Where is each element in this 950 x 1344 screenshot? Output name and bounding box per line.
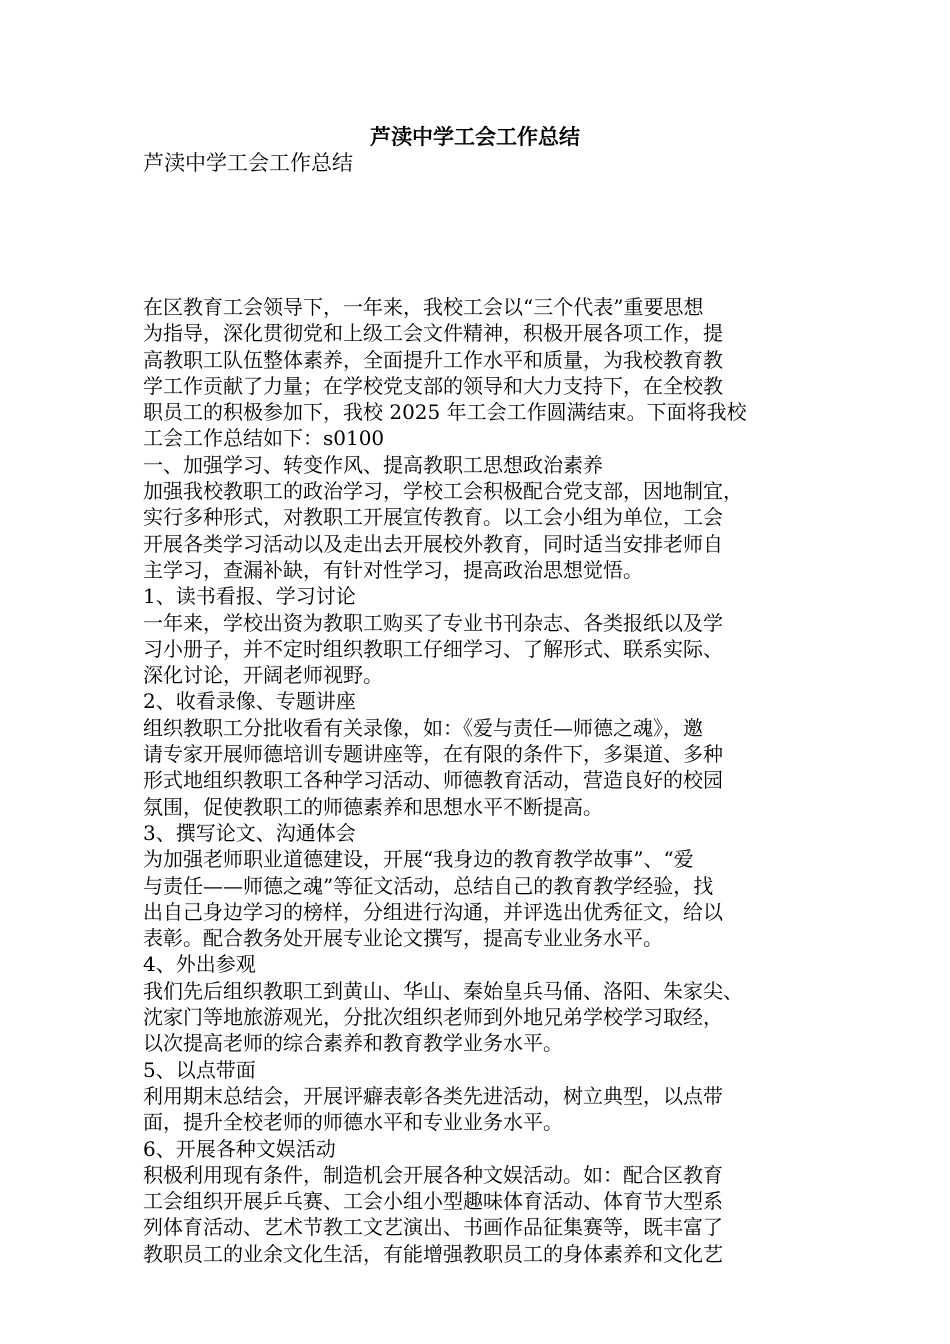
text-line: 工会组织开展乒乓赛、工会小组小型趣味体育活动、体育节大型系 — [143, 1189, 723, 1214]
text-line: 工会工作总结如下：s0100 — [143, 426, 385, 451]
text-line: 为指导，深化贯彻党和上级工会文件精神，积极开展各项工作，提 — [143, 321, 723, 346]
text-line: 教职员工的业余文化生活，有能增强教职员工的身体素养和文化艺 — [143, 1241, 723, 1266]
text-line: 以次提高老师的综合素养和教育教学业务水平。 — [143, 1031, 563, 1056]
text-line: 实行多种形式，对教职工开展宣传教育。以工会小组为单位，工会 — [143, 505, 723, 530]
text-line: 列体育活动、艺术节教工文艺演出、书画作品征集赛等，既丰富了 — [143, 1215, 723, 1240]
text-line: 为加强老师职业道德建设，开展“我身边的教育教学故事”、“爱 — [143, 847, 694, 872]
document-title: 芦渎中学工会工作总结 — [370, 125, 580, 149]
text-line: 主学习，查漏补缺，有针对性学习，提高政治思想觉悟。 — [143, 557, 643, 582]
text-line: 表彰。配合教务处开展专业论文撰写，提高专业业务水平。 — [143, 926, 663, 951]
text-line: 3、撰写论文、沟通体会 — [143, 820, 356, 845]
text-line: 习小册子，并不定时组织教职工仔细学习、了解形式、联系实际、 — [143, 636, 723, 661]
text-line: 职员工的积极参加下，我校 2025 年工会工作圆满结束。下面将我校 — [143, 400, 747, 425]
text-line: 请专家开展师德培训专题讲座等，在有限的条件下，多渠道、多种 — [143, 742, 723, 767]
text-line: 6、开展各种文娱活动 — [143, 1136, 336, 1161]
text-line: 开展各类学习活动以及走出去开展校外教育，同时适当安排老师自 — [143, 531, 723, 556]
text-line: 在区教育工会领导下，一年来，我校工会以“三个代表”重要思想 — [143, 295, 704, 319]
text-line: 氛围，促使教职工的师德素养和思想水平不断提高。 — [143, 794, 603, 819]
text-line: 组织教职工分批收看有关录像，如：《爱与责任—师德之魂》，邀 — [143, 715, 703, 740]
text-line: 面，提升全校老师的师德水平和专业业务水平。 — [143, 1110, 563, 1135]
text-line: 学工作贡献了力量；在学校党支部的领导和大力支持下，在全校教 — [143, 373, 723, 398]
text-line: 高教职工队伍整体素养，全面提升工作水平和质量，为我校教育教 — [143, 347, 723, 372]
text-line: 积极利用现有条件，制造机会开展各种文娱活动。如：配合区教育 — [143, 1162, 723, 1187]
text-line: 利用期末总结会，开展评癖表彰各类先进活动，树立典型，以点带 — [143, 1083, 723, 1108]
text-line: 一、加强学习、转变作风、提高教职工思想政治素养 — [143, 452, 603, 477]
text-line: 沈家门等地旅游观光，分批次组织老师到外地兄弟学校学习取经， — [143, 1005, 723, 1030]
text-line: 形式地组织教职工各种学习活动、师德教育活动，营造良好的校园 — [143, 768, 723, 793]
document-subtitle: 芦渎中学工会工作总结 — [143, 151, 353, 175]
text-line: 与责任——师德之魂”等征文活动，总结自己的教育教学经验，找 — [143, 873, 714, 898]
text-line: 1、读书看报、学习讨论 — [143, 584, 356, 609]
text-line: 一年来，学校出资为教职工购买了专业书刊杂志、各类报纸以及学 — [143, 610, 723, 635]
text-line: 加强我校教职工的政治学习，学校工会积极配合党支部，因地制宜， — [143, 479, 743, 504]
text-line: 4、外出参观 — [143, 952, 256, 977]
document-body — [143, 294, 807, 1267]
text-line: 5、以点带面 — [143, 1057, 256, 1082]
text-line: 2、收看录像、专题讲座 — [143, 689, 356, 714]
text-line: 深化讨论，开阔老师视野。 — [143, 663, 383, 688]
text-line: 我们先后组织教职工到黄山、华山、秦始皇兵马俑、洛阳、朱家尖、 — [143, 978, 743, 1003]
text-line: 出自己身边学习的榜样，分组进行沟通，并评选出优秀征文，给以 — [143, 899, 723, 924]
